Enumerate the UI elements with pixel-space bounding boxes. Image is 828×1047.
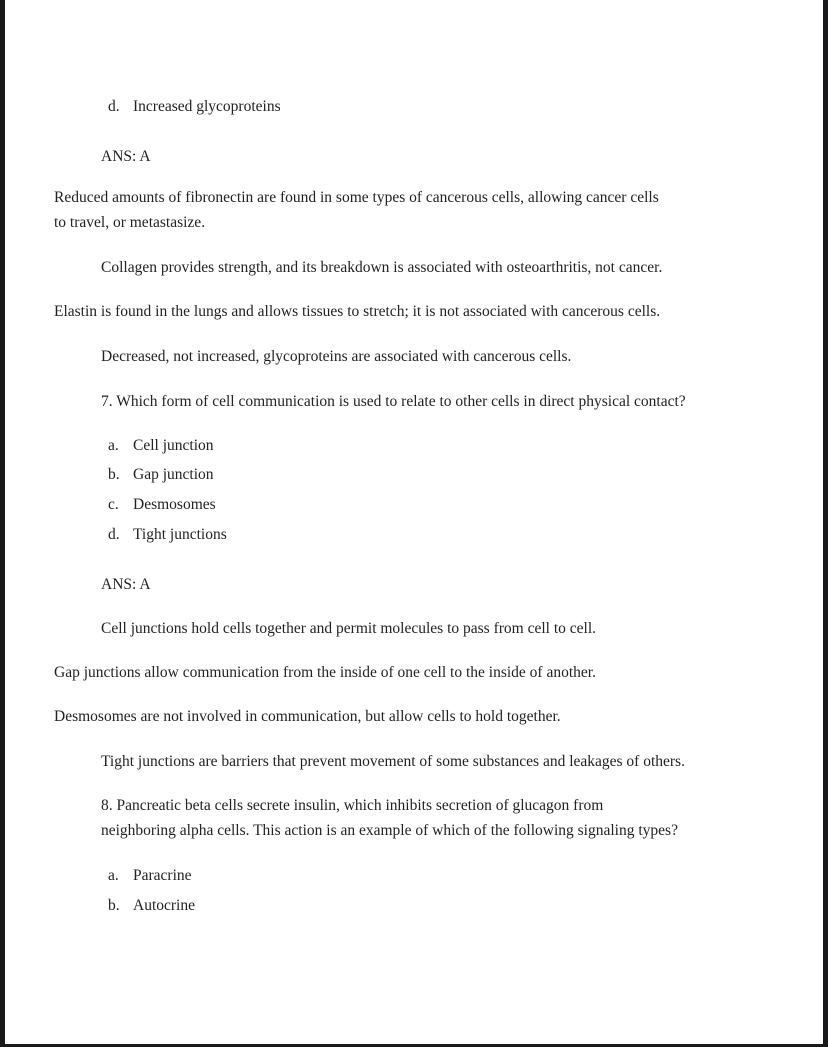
rationale-paragraph: Cell junctions hold cells together and permit molecules to pass from cell to cell. bbox=[101, 620, 597, 637]
answer-option-b bbox=[108, 893, 195, 918]
answer-option-d bbox=[108, 522, 227, 547]
rationale-paragraph: Gap junctions allow communication from the inside of one cell to the inside of another. bbox=[54, 664, 596, 681]
option-label: Autocrine bbox=[133, 897, 195, 914]
option-letter: b. bbox=[108, 466, 120, 483]
rationale-line: to travel, or metastasize. bbox=[54, 214, 206, 231]
question-line: neighboring alpha cells. This action is an example of which of the following signaling types? bbox=[101, 822, 678, 839]
option-label: Gap junction bbox=[133, 466, 214, 483]
rationale-paragraph: Collagen provides strength, and its breakdown is associated with osteoarthritis, not cancer. bbox=[101, 259, 663, 276]
option-label: Tight junctions bbox=[133, 526, 227, 543]
rationale-paragraph: Desmosomes are not involved in communication, but allow cells to hold together. bbox=[54, 708, 561, 725]
option-letter: c. bbox=[108, 496, 119, 513]
answer-line: ANS: A bbox=[101, 576, 151, 593]
answer-option-a bbox=[108, 433, 214, 458]
option-letter: d. bbox=[108, 526, 120, 543]
option-label: Paracrine bbox=[133, 867, 192, 884]
rationale-paragraph: Decreased, not increased, glycoproteins are associated with cancerous cells. bbox=[101, 348, 572, 365]
question-line: 8. Pancreatic beta cells secrete insulin, which inhibits secretion of glucagon from bbox=[101, 797, 604, 814]
scan-border-left bbox=[0, 0, 5, 1047]
answer-option-d bbox=[108, 94, 281, 119]
question-text: 7. Which form of cell communication is used to relate to other cells in direct physical contact? bbox=[101, 393, 686, 410]
rationale-paragraph: Elastin is found in the lungs and allows tissues to stretch; it is not associated with cancerous cells. bbox=[54, 303, 661, 320]
option-label: Increased glycoproteins bbox=[133, 98, 281, 115]
rationale-line: Reduced amounts of fibronectin are found in some types of cancerous cells, allowing cancer cells bbox=[54, 189, 659, 206]
scan-border-right bbox=[823, 0, 828, 1047]
option-letter: b. bbox=[108, 897, 120, 914]
answer-option-c bbox=[108, 492, 216, 517]
option-letter: a. bbox=[108, 867, 119, 884]
answer-option-b bbox=[108, 462, 214, 487]
rationale-paragraph bbox=[54, 185, 754, 235]
option-label: Cell junction bbox=[133, 437, 214, 454]
answer-line: ANS: A bbox=[101, 148, 151, 165]
option-letter: d. bbox=[108, 98, 120, 115]
answer-option-a bbox=[108, 863, 192, 888]
option-label: Desmosomes bbox=[133, 496, 216, 513]
question-text bbox=[101, 793, 761, 843]
option-letter: a. bbox=[108, 437, 119, 454]
rationale-paragraph: Tight junctions are barriers that prevent movement of some substances and leakages of others. bbox=[101, 753, 685, 770]
